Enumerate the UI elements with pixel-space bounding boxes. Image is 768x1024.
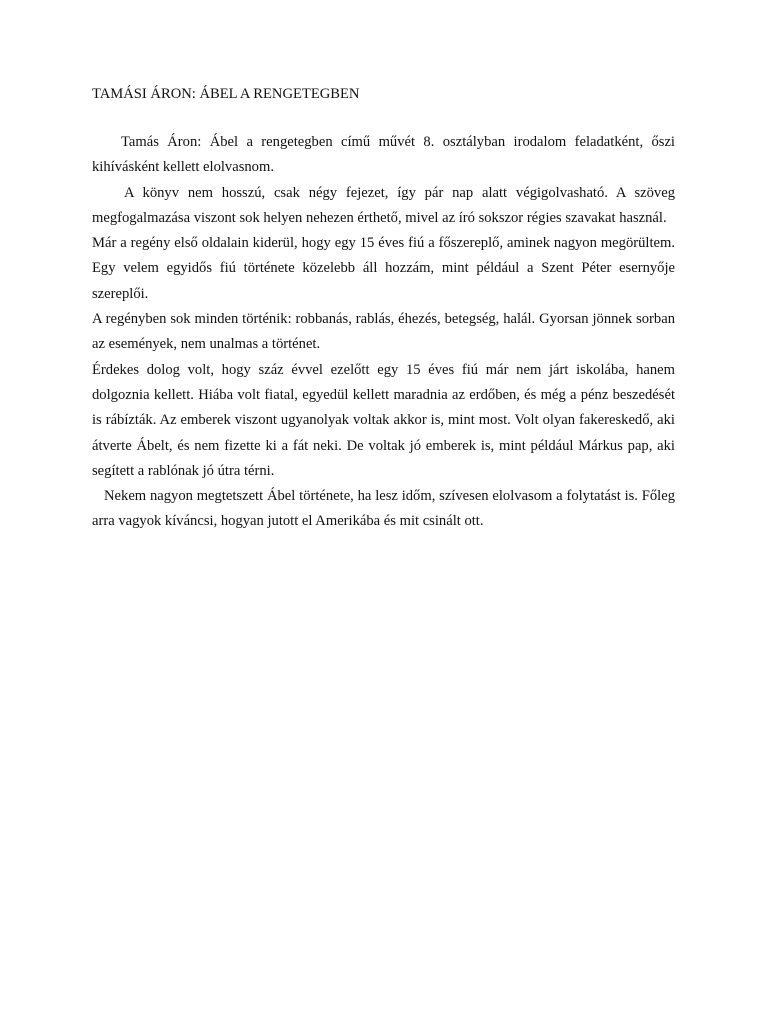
paragraph-length-and-language: A könyv nem hosszú, csak négy fejezet, így pár nap alatt végigolvasható. A szöveg megfogalmazása viszont sok helyen nehezen érthető, mivel az író sokszor régies szavakat használ. — [92, 184, 675, 226]
paragraph-events: A regényben sok minden történik: robbanás, rablás, éhezés, betegség, halál. Gyorsan jönnek sorban az események, nem unalmas a történet. — [92, 311, 675, 353]
paragraph-observations: Érdekes dolog volt, hogy száz évvel ezelőtt egy 15 éves fiú már nem járt iskolába, hanem dolgoznia kellett. Hiába volt fiatal, egyedül kellett maradnia az erdőben, és még a pénz beszedését is rábízták. Az emberek viszont ugyanolyak voltak akkor is, mint most. Volt olyan fakereskedő, aki átverte Ábelt, és nem fizette ki a fát neki. De voltak jó emberek is, mint például Márkus pap, aki segített a rablónak jó útra térni. — [92, 361, 675, 479]
document-body — [92, 82, 675, 535]
paragraph-intro: Tamás Áron: Ábel a rengetegben című művét 8. osztályban irodalom feladatként, őszi kihívásként kellett elolvasnom. — [92, 134, 675, 176]
paragraph-conclusion: Nekem nagyon megtetszett Ábel története, ha lesz időm, szívesen elolvasom a folytatást is. Főleg arra vagyok kíváncsi, hogyan jutott el Amerikába és mit csinált ott. — [92, 488, 675, 530]
paragraph-protagonist: Már a regény első oldalain kiderül, hogy egy 15 éves fiú a főszereplő, aminek nagyon megörültem. Egy velem egyidős fiú története közelebb áll hozzám, mint például a Szent Péter esernyője szereplői. — [92, 235, 675, 302]
document-title: TAMÁSI ÁRON: ÁBEL A RENGETEGBEN — [92, 86, 360, 102]
